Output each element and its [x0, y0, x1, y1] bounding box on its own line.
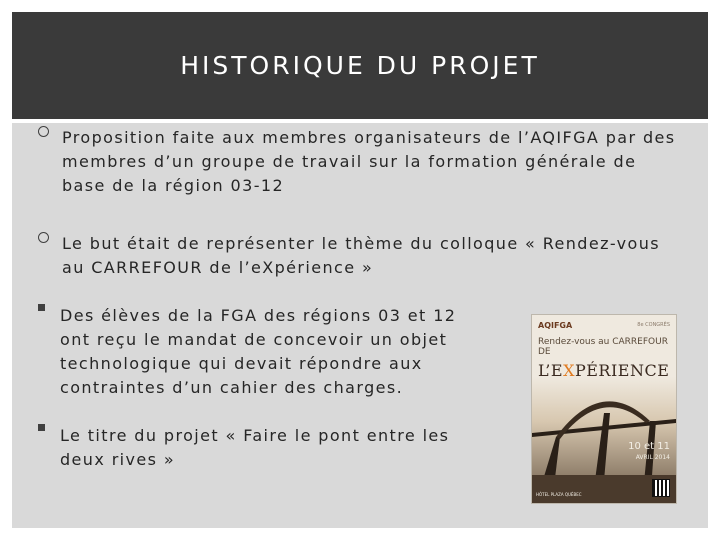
- poster-date: 10 et 11 AVRIL 2014: [628, 441, 670, 461]
- bullet-item: [38, 424, 488, 472]
- hollow-circle-bullet-icon: [38, 232, 49, 243]
- square-bullet-icon: [38, 424, 45, 431]
- poster-title: L’EXPÉRIENCE: [538, 361, 670, 380]
- bullet-text: Le titre du projet « Faire le pont entre les deux rives »: [60, 426, 450, 469]
- bullet-item: [38, 304, 488, 400]
- qr-code-icon: [652, 479, 670, 497]
- title-divider: [12, 119, 708, 123]
- bullet-item: [38, 232, 678, 280]
- bullet-text: Des élèves de la FGA des régions 03 et 12 ont reçu le mandat de concevoir un objet technologique qui devait répondre aux contraintes d’un cahier des charges.: [60, 306, 457, 397]
- congress-poster-image: [531, 314, 677, 504]
- hollow-circle-bullet-icon: [38, 126, 49, 137]
- aqifga-logo: AQIFGA: [538, 321, 573, 330]
- slide-title: HISTORIQUE DU PROJET: [180, 51, 540, 80]
- poster-headline: Rendez-vous au CARREFOUR DE: [538, 337, 668, 357]
- poster-venue: HÔTEL PLAZA QUÉBEC: [536, 492, 582, 497]
- title-bar: [12, 12, 708, 119]
- bullet-text: Proposition faite aux membres organisateurs de l’AQIFGA par des membres d’un groupe de travail sur la formation générale de base de la région 03-12: [62, 128, 676, 195]
- poster-congress-label: 8e CONGRÈS: [637, 322, 670, 328]
- bullet-item: [38, 126, 678, 198]
- bullet-text: Le but était de représenter le thème du colloque « Rendez-vous au CARREFOUR de l’eXpérience »: [62, 234, 660, 277]
- square-bullet-icon: [38, 304, 45, 311]
